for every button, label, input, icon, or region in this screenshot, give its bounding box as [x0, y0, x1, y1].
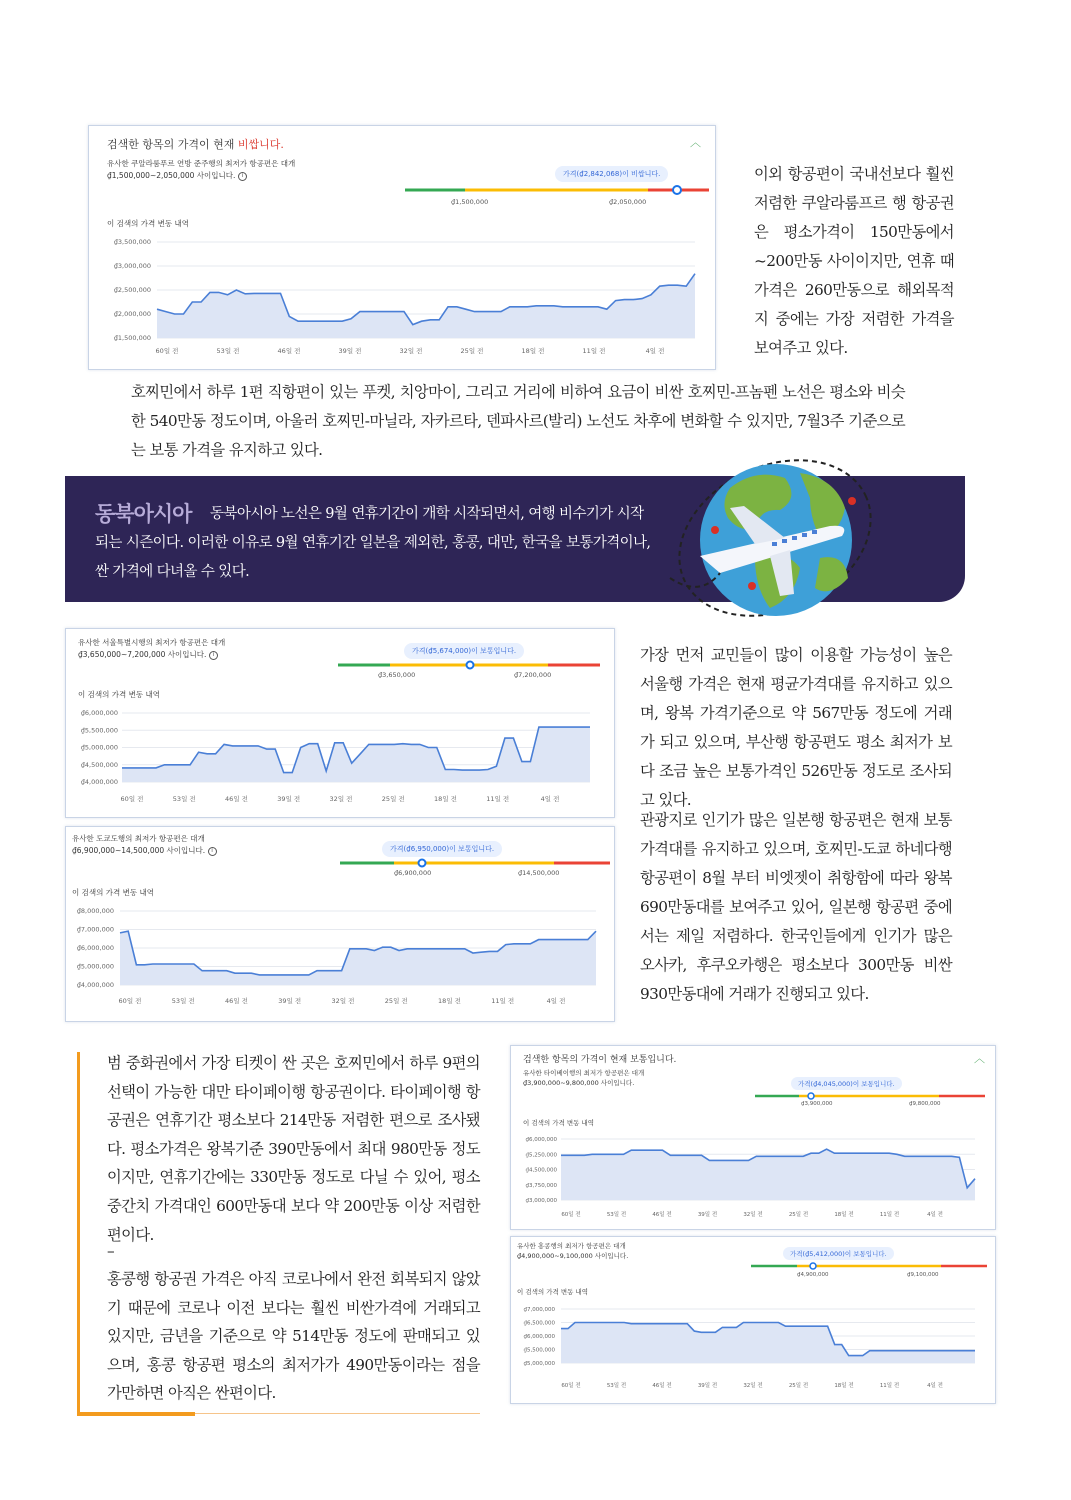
- info-icon[interactable]: i: [209, 651, 218, 660]
- x-tick-label: 53일 전: [172, 795, 196, 803]
- range-high-label: ₫2,050,000: [609, 198, 647, 206]
- y-tick-label: ₫4,500,000: [80, 760, 118, 769]
- range-low-label: ₫6,900,000: [394, 869, 432, 877]
- typical-range-text: 유사한 홍콩행의 최저가 항공편은 대개 ₫4,900,000~9,100,000 사이입니다.: [517, 1242, 629, 1260]
- price-range-bar: [751, 1261, 987, 1271]
- y-tick-label: ₫5,500,000: [523, 1347, 555, 1354]
- x-tick-label: 11일 전: [879, 1212, 900, 1218]
- paragraph-kuala-lumpur: 이외 항공편이 국내선보다 훨씬 저렴한 쿠알라룸프르 행 항공권은 평소가격이 150만동에서~200만동 사이이지만, 연휴 때 가격은 260만동으로 해외목적지 중에는 가장 저렴한 가격을 보여주고 있다.: [754, 165, 954, 357]
- collapse-chevron-icon[interactable]: ︿: [690, 136, 701, 149]
- map-pin-icon: [748, 582, 756, 590]
- typical-range-text: 유사한 서울특별시행의 최저가 항공편은 대개 ₫3,650,000~7,200,000 사이입니다. i: [78, 638, 226, 659]
- x-tick-label: 18일 전: [834, 1212, 854, 1218]
- x-tick-label: 53일 전: [171, 997, 195, 1005]
- y-tick-label: ₫6,000,000: [525, 1137, 557, 1143]
- paragraph-taiwan: 범 중화권에서 가장 티켓이 싼 곳은 호찌민에서 하루 9편의 선택이 가능한 대만 타이페이행 항공권이다. 타이페이행 항공권은 연휴기간 평소보다 214만동 저렴한 편으로 조사됐다. 평소가격은 왕복기준 390만동에서 최대 980만동 정도이지만, 연휴기간에는 330만동 정도로 다닐 수 있어, 평소 중간치 가격대인 600만동대 보다 약 200만동 이상 저렴한 편이다.: [107, 1054, 480, 1244]
- range-low-label: ₫3,650,000: [378, 671, 416, 679]
- x-tick-label: 18일 전: [834, 1383, 854, 1389]
- x-tick-label: 46일 전: [277, 347, 301, 355]
- x-tick-label: 4일 전: [927, 1212, 943, 1218]
- price-range-bar: [405, 184, 709, 196]
- price-marker: [810, 1263, 816, 1269]
- x-tick-label: 25일 전: [788, 1212, 809, 1218]
- y-tick-label: ₫2,000,000: [113, 310, 151, 318]
- range-high-label: ₫9,800,000: [909, 1101, 941, 1107]
- x-tick-label: 4일 전: [546, 997, 566, 1005]
- price-card-taipei: [510, 1045, 996, 1230]
- price-card-kuala-lumpur: [88, 125, 716, 370]
- price-pill: 가격(₫5,412,000)이 보통입니다.: [783, 1247, 894, 1260]
- x-tick-label: 60일 전: [561, 1383, 581, 1389]
- price-pill: 가격(₫4,045,000)이 보통입니다.: [791, 1077, 902, 1090]
- range-low-label: ₫1,500,000: [451, 198, 489, 206]
- x-tick-label: 18일 전: [434, 795, 457, 803]
- accent-line-thin: [195, 1413, 480, 1414]
- x-tick-label: 60일 전: [155, 347, 179, 355]
- price-history-chart: [66, 903, 614, 1021]
- x-tick-label: 32일 전: [743, 1383, 763, 1389]
- x-tick-label: 53일 전: [606, 1383, 627, 1389]
- price-range-bar: [755, 1091, 985, 1101]
- x-tick-label: 25일 전: [381, 795, 405, 803]
- y-tick-label: ₫6,000,000: [80, 709, 118, 717]
- x-tick-label: 39일 전: [697, 1212, 718, 1218]
- typical-range-text: 유사한 타이베이행의 최저가 항공편은 대개 ₫3,900,000~9,800,000 사이입니다.: [523, 1069, 645, 1087]
- history-label: 이 검색의 가격 변동 내역: [517, 1288, 589, 1296]
- price-marker: [673, 186, 681, 194]
- y-tick-label: ₫6,500,000: [523, 1320, 555, 1327]
- y-tick-label: ₫5,000,000: [523, 1361, 555, 1367]
- x-tick-label: 11일 전: [582, 347, 606, 355]
- y-tick-label: ₫6,000,000: [76, 944, 114, 952]
- x-tick-label: 32일 전: [743, 1212, 763, 1218]
- price-history-chart: [66, 705, 614, 817]
- price-pill: 가격(₫5,674,000)이 보통입니다.: [404, 643, 524, 659]
- y-tick-label: ₫2,500,000: [113, 286, 151, 294]
- price-history-chart: [511, 1303, 995, 1403]
- typical-range-text: 유사한 쿠알라룸푸르 연방 준주행의 최저가 항공편은 대개 ₫1,500,000~2,050,000 사이입니다. i: [107, 159, 296, 180]
- history-label: 이 검색의 가격 변동 내역: [78, 690, 160, 699]
- x-tick-label: 39일 전: [697, 1383, 718, 1389]
- y-tick-label: ₫7,000,000: [523, 1307, 555, 1313]
- history-label: 이 검색의 가격 변동 내역: [107, 219, 189, 228]
- card-header: 검색한 항목의 가격이 현재 비쌉니다.: [107, 138, 284, 151]
- x-tick-label: 25일 전: [788, 1383, 809, 1389]
- collapse-chevron-icon[interactable]: ︿: [974, 1052, 985, 1065]
- x-tick-label: 39일 전: [278, 997, 302, 1005]
- x-tick-label: 46일 전: [225, 997, 248, 1005]
- y-tick-label: ₫3,750,000: [525, 1182, 557, 1189]
- range-high-label: ₫7,200,000: [514, 671, 552, 679]
- banner-body: 동북아시아 노선은 9월 연휴기간이 개학 시작되면서, 여행 비수기가 시작되는 시즌이다. 이러한 이유로 9월 연휴기간 일본을 제외한, 홍콩, 대만, 한국을 보통가격이나, 싼 가격에 다녀올 수 있다.: [95, 506, 651, 580]
- price-history-chart: [89, 236, 715, 369]
- x-tick-label: 46일 전: [652, 1212, 672, 1218]
- range-low-label: ₫3,900,000: [801, 1101, 833, 1107]
- y-tick-label: ₫7,000,000: [76, 925, 114, 934]
- price-card-hong-kong: [510, 1236, 996, 1404]
- globe-airplane-illustration: [660, 438, 890, 638]
- info-icon[interactable]: i: [208, 847, 217, 856]
- x-tick-label: 32일 전: [329, 795, 353, 803]
- y-tick-label: ₫8,000,000: [76, 907, 114, 915]
- range-high-label: ₫14,500,000: [518, 869, 560, 877]
- x-tick-label: 32일 전: [399, 347, 423, 355]
- x-tick-label: 11일 전: [879, 1383, 900, 1389]
- price-pill: 가격(₫2,842,068)이 비쌉니다.: [555, 166, 668, 182]
- x-tick-label: 53일 전: [216, 347, 240, 355]
- history-label: 이 검색의 가격 변동 내역: [72, 888, 154, 897]
- x-tick-label: 25일 전: [460, 347, 484, 355]
- y-tick-label: ₫5,500,000: [80, 726, 118, 735]
- price-pill: 가격(₫6,950,000)이 보통입니다.: [382, 841, 502, 857]
- price-marker: [419, 860, 426, 867]
- x-tick-label: 60일 전: [561, 1212, 581, 1218]
- range-high-label: ₫9,100,000: [907, 1272, 939, 1278]
- x-tick-label: 25일 전: [384, 997, 408, 1005]
- x-tick-label: 60일 전: [120, 795, 144, 803]
- y-tick-label: ₫5,000,000: [80, 743, 118, 752]
- price-range-bar: [338, 659, 600, 671]
- price-card-seoul: [65, 628, 615, 818]
- y-tick-label: ₫5,000,000: [76, 962, 114, 971]
- x-tick-label: 46일 전: [652, 1383, 672, 1389]
- price-range-bar: [340, 857, 610, 869]
- x-tick-label: 11일 전: [486, 795, 510, 803]
- x-tick-label: 11일 전: [491, 997, 515, 1005]
- paragraph-southeast-asia: 호찌민에서 하루 1편 직항편이 있는 푸켓, 치앙마이, 그리고 거리에 비하여 요금이 비싼 호찌민-프놈펜 노선은 평소와 비슷한 540만동 정도이며, 아울러 호찌민-마닐라, 자카르타, 덴파사르(발리) 노선도 차후에 변화할 수 있지만, 7월3주 기준으로는 보통 가격을 유지하고 있다.: [131, 383, 905, 459]
- series-area: [157, 274, 695, 338]
- x-tick-label: 60일 전: [118, 997, 142, 1005]
- x-tick-label: 18일 전: [521, 347, 545, 355]
- y-tick-label: ₫3,000,000: [525, 1198, 557, 1204]
- map-pin-icon: [711, 526, 719, 534]
- y-tick-label: ₫1,500,000: [113, 334, 151, 342]
- card-header: 검색한 항목의 가격이 현재 보통입니다.: [523, 1055, 677, 1065]
- price-history-chart: [511, 1134, 995, 1229]
- x-tick-label: 4일 전: [645, 347, 665, 355]
- accent-line-vertical: [77, 1052, 80, 1415]
- accent-line-horizontal: [77, 1412, 195, 1416]
- status-expensive: 비쌉니다.: [237, 138, 284, 151]
- paragraph-korea: 가장 먼저 교민들이 많이 이용할 가능성이 높은 서울행 가격은 현재 평균가격대를 유지하고 있으며, 왕복 가격기준으로 약 567만동 정도에 거래가 되고 있으며, 부산행 항공편도 평소 최저가 보다 조금 높은 보통가격인 526만동 정도로 조사되고 있다.: [640, 646, 952, 809]
- x-tick-label: 46일 전: [225, 795, 248, 803]
- paragraph-japan: 관광지로 인기가 많은 일본행 항공편은 현재 보통가격대를 유지하고 있으며, 호찌민-도쿄 하네다행 항공편이 8월 부터 비엣젯이 취항함에 따라 왕복 690만동대를 보여주고 있어, 일본행 항공편 중에서는 제일 저렴하다. 한국인들에게 인기가 많은 오사카, 후쿠오카행은 평소보다 300만동 비싼 930만동대에 거래가 진행되고 있다.: [640, 811, 952, 1003]
- y-tick-label: ₫4,000,000: [76, 981, 114, 989]
- x-tick-label: 4일 전: [927, 1383, 943, 1389]
- price-marker: [808, 1093, 814, 1099]
- x-tick-label: 53일 전: [606, 1212, 627, 1218]
- price-marker: [467, 662, 474, 669]
- map-pin-icon: [848, 497, 856, 505]
- series-area: [120, 931, 596, 985]
- y-tick-label: ₫6,000,000: [523, 1334, 555, 1340]
- separator-dash: –: [107, 1242, 115, 1260]
- x-tick-label: 18일 전: [438, 997, 461, 1005]
- paragraph-hong-kong: 홍콩행 항공권 가격은 아직 코로나에서 완전 회복되지 않았기 때문에 코로나 이전 보다는 훨씬 비싼가격에 거래되고 있지만, 금년을 기준으로 약 514만동 정도에 판매되고 있으며, 홍콩 항공편 평소의 최저가가 490만동이라는 점을 가만하면 아직은 싼편이다.: [107, 1270, 480, 1403]
- x-tick-label: 4일 전: [540, 795, 560, 803]
- y-tick-label: ₫3,500,000: [113, 238, 151, 246]
- info-icon[interactable]: i: [238, 172, 247, 181]
- banner-title: 동북아시아: [95, 502, 192, 526]
- x-tick-label: 39일 전: [277, 795, 301, 803]
- x-tick-label: 39일 전: [338, 347, 362, 355]
- price-card-tokyo: [65, 826, 615, 1022]
- y-tick-label: ₫4,000,000: [80, 778, 118, 786]
- typical-range-text: 유사한 도쿄도행의 최저가 항공편은 대개 ₫6,900,000~14,500,000 사이입니다. i: [72, 833, 217, 857]
- y-tick-label: ₫3,000,000: [113, 262, 151, 270]
- history-label: 이 검색의 가격 변동 내역: [523, 1119, 595, 1127]
- x-tick-label: 32일 전: [331, 997, 355, 1005]
- y-tick-label: ₫4,500,000: [525, 1167, 557, 1174]
- y-tick-label: ₫5,250,000: [525, 1152, 557, 1159]
- series-area: [561, 1323, 975, 1364]
- range-low-label: ₫4,900,000: [797, 1272, 829, 1278]
